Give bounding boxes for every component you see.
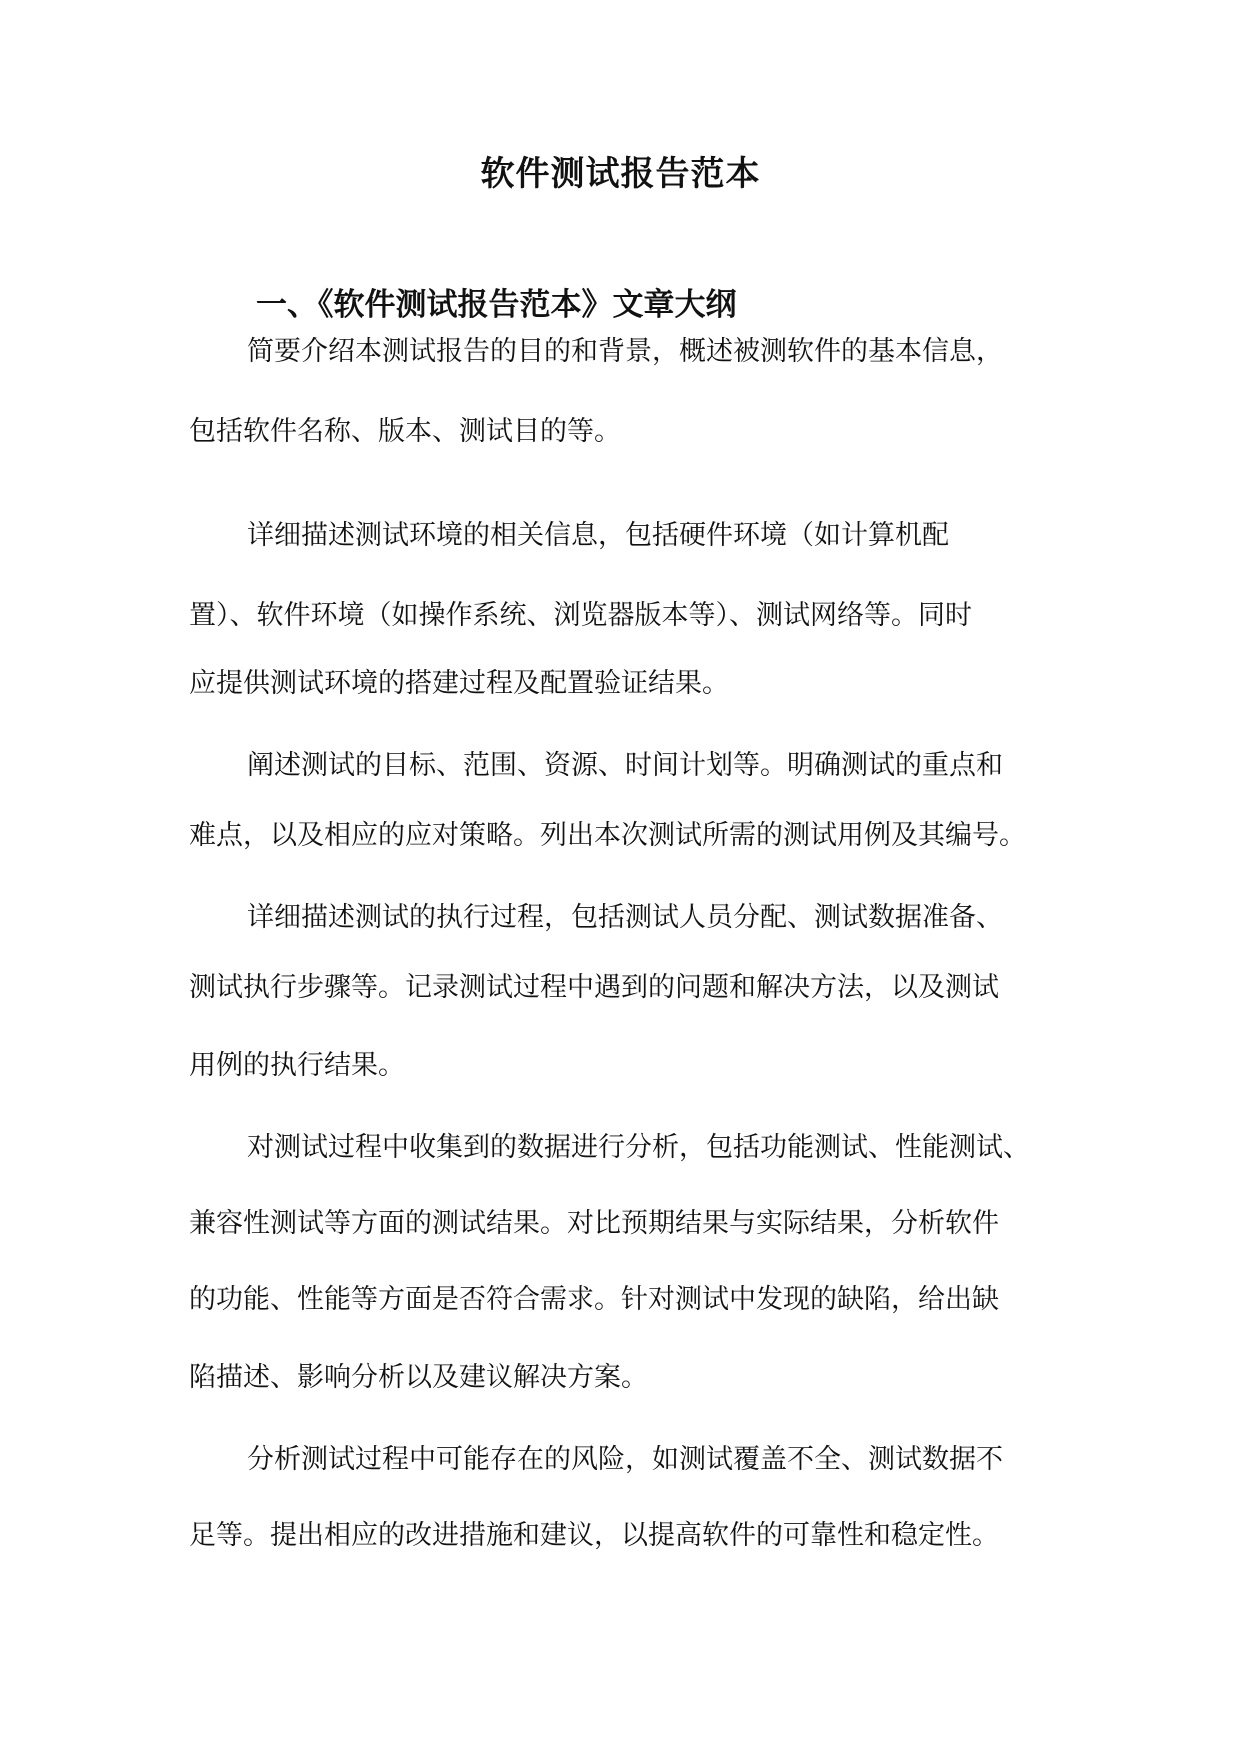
paragraph-line: 陷描述、影响分析以及建议解决方案。 (189, 1362, 648, 1393)
paragraph-line: 用例的执行结果。 (189, 1050, 405, 1081)
paragraph-line: 足等。提出相应的改进措施和建议，以提高软件的可靠性和稳定性。 (189, 1520, 999, 1551)
paragraph-line: 的功能、性能等方面是否符合需求。针对测试中发现的缺陷，给出缺 (189, 1284, 999, 1315)
paragraph-line: 阐述测试的目标、范围、资源、时间计划等。明确测试的重点和 (247, 750, 1003, 781)
paragraph-line: 测试执行步骤等。记录测试过程中遇到的问题和解决方法，以及测试 (189, 972, 999, 1003)
document-title: 软件测试报告范本 (480, 154, 761, 194)
paragraph-line: 兼容性测试等方面的测试结果。对比预期结果与实际结果，分析软件 (189, 1208, 999, 1239)
paragraph-line: 对测试过程中收集到的数据进行分析，包括功能测试、性能测试、 (247, 1132, 1030, 1163)
paragraph-line: 详细描述测试的执行过程，包括测试人员分配、测试数据准备、 (247, 902, 1003, 933)
paragraph-line: 应提供测试环境的搭建过程及配置验证结果。 (189, 668, 729, 699)
paragraph-line: 简要介绍本测试报告的目的和背景，概述被测软件的基本信息， (247, 336, 1003, 367)
paragraph-line: 分析测试过程中可能存在的风险，如测试覆盖不全、测试数据不 (247, 1444, 1003, 1475)
paragraph-line: 详细描述测试环境的相关信息，包括硬件环境（如计算机配 (247, 520, 949, 551)
paragraph-line: 包括软件名称、版本、测试目的等。 (189, 416, 621, 447)
paragraph-line: 置）、软件环境（如操作系统、浏览器版本等）、测试网络等。同时 (189, 600, 972, 631)
paragraph-line: 难点，以及相应的应对策略。列出本次测试所需的测试用例及其编号。 (189, 820, 1026, 851)
section-heading: 一、《软件测试报告范本》文章大纲 (256, 287, 737, 323)
